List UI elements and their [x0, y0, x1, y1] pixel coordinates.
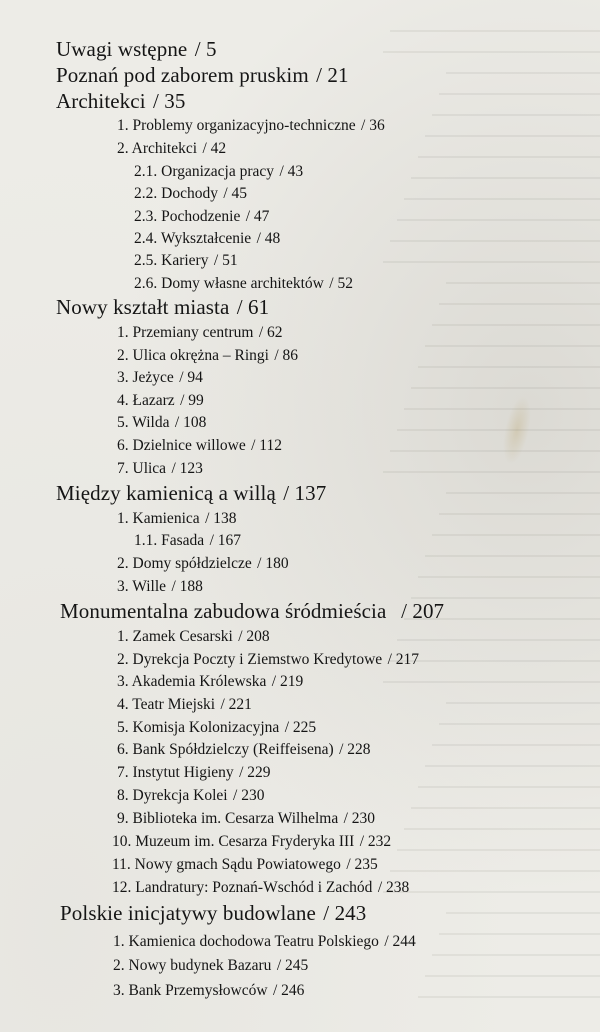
toc-subsection — [134, 164, 303, 180]
toc-entry-page: / 108 — [174, 414, 207, 431]
toc-subsection — [134, 209, 269, 225]
toc-chapter-nowy-ksztalt-miasta — [56, 297, 269, 318]
toc-entry-title: 7. Instytut Higieny — [117, 764, 234, 781]
toc-entry-title: 7. Ulica — [117, 460, 167, 477]
toc-entry-title: 2.2. Dochody — [134, 185, 218, 202]
toc-entry-page: / 232 — [359, 833, 392, 850]
toc-entry-title: 3. Wille — [117, 578, 167, 595]
toc-entry-title: 2. Ulica okrężna – Ringi — [117, 347, 269, 364]
toc-entry-title: 3. Akademia Królewska — [117, 673, 267, 690]
toc-entry-title: 5. Komisja Kolonizacyjna — [117, 719, 280, 736]
toc-section — [117, 438, 282, 454]
toc-chapter-architekci — [56, 91, 185, 112]
toc-entry-page: / 207 — [401, 599, 445, 623]
toc-subsection — [134, 231, 280, 247]
toc-section — [117, 788, 264, 804]
toc-chapter-polskie-inicjatywy — [60, 903, 366, 924]
toc-entry-title: 8. Dyrekcja Kolei — [117, 787, 228, 804]
toc-section — [117, 674, 303, 690]
toc-section — [117, 811, 375, 827]
toc-entry-title: Architekci — [56, 89, 146, 113]
toc-entry-page: / 21 — [316, 63, 349, 87]
toc-entry-title: 2.1. Organizacja pracy — [134, 163, 275, 180]
toc-entry-page: / 228 — [339, 741, 371, 758]
toc-entry-page: / 238 — [377, 879, 410, 896]
toc-entry-page: / 188 — [171, 578, 203, 595]
toc-entry-title: 2.5. Kariery — [134, 252, 209, 269]
toc-chapter-uwagi-wstepne — [56, 39, 217, 60]
toc-section — [117, 370, 203, 386]
toc-entry-title: 2. Nowy budynek Bazaru — [113, 957, 272, 974]
toc-entry-title: 3. Bank Przemysłowców — [113, 982, 268, 999]
toc-section — [117, 629, 270, 645]
toc-entry-title: 1. Przemiany centrum — [117, 324, 254, 341]
toc-entry-title: 2.6. Domy własne architektów — [134, 275, 324, 292]
toc-entry-page: / 45 — [223, 185, 248, 202]
toc-section — [113, 983, 304, 999]
toc-entry-title: Polskie inicjatywy budowlane — [60, 901, 316, 925]
toc-section — [117, 325, 283, 341]
toc-entry-title: 12. Landratury: Poznań-Wschód i Zachód — [112, 879, 373, 896]
toc-entry-title: Między kamienicą a willą — [56, 481, 276, 505]
toc-section — [117, 393, 204, 409]
toc-entry-title: 6. Bank Spółdzielczy (Reiffeisena) — [117, 741, 334, 758]
toc-entry-title: 1. Kamienica — [117, 510, 200, 527]
toc-section — [113, 934, 416, 950]
toc-entry-page: / 167 — [209, 532, 242, 549]
toc-entry-title: 4. Łazarz — [117, 392, 175, 409]
toc-entry-page: / 42 — [202, 140, 227, 157]
toc-entry-page: / 235 — [346, 856, 378, 873]
toc-entry-page: / 61 — [236, 295, 270, 319]
toc-entry-page: / 138 — [205, 510, 237, 527]
toc-entry-title: Poznań pod zaborem pruskim — [56, 63, 309, 87]
toc-entry-page: / 52 — [329, 275, 353, 292]
toc-section — [117, 652, 419, 668]
toc-entry-page: / 123 — [171, 460, 203, 477]
toc-entry-page: / 51 — [213, 252, 238, 269]
toc-entry-page: / 217 — [387, 651, 420, 668]
toc-entry-title: Uwagi wstępne — [56, 37, 188, 61]
toc-section — [117, 697, 252, 713]
toc-entry-page: / 5 — [194, 37, 217, 61]
toc-section — [117, 118, 385, 134]
toc-section — [112, 857, 378, 873]
toc-entry-page: / 208 — [238, 628, 270, 645]
toc-subsection — [134, 276, 353, 292]
toc-entry-page: / 245 — [276, 957, 309, 974]
toc-entry-title: 1. Kamienica dochodowa Teatru Polskiego — [113, 933, 379, 950]
toc-section — [112, 834, 391, 850]
toc-section — [117, 461, 203, 477]
toc-section — [113, 958, 308, 974]
toc-entry-page: / 43 — [279, 163, 304, 180]
toc-entry-page: / 94 — [179, 369, 203, 386]
toc-entry-title: 2. Dyrekcja Poczty i Ziemstwo Kredytowe — [117, 651, 383, 668]
toc-section — [112, 880, 409, 896]
toc-subsection — [134, 533, 241, 549]
toc-entry-page: / 230 — [233, 787, 265, 804]
toc-entry-page: / 36 — [361, 117, 385, 134]
toc-entry-page: / 35 — [152, 89, 186, 113]
toc-entry-page: / 180 — [257, 555, 289, 572]
toc-entry-page: / 47 — [245, 208, 270, 225]
toc-chapter-poznan-pod-zaborem — [56, 65, 349, 86]
toc-entry-page: / 62 — [258, 324, 283, 341]
toc-chapter-miedzy-kamienica — [56, 483, 326, 504]
toc-entry-title: 11. Nowy gmach Sądu Powiatowego — [112, 856, 341, 873]
toc-section — [117, 579, 203, 595]
toc-entry-page: / 229 — [239, 764, 271, 781]
toc-entry-page: / 225 — [284, 719, 317, 736]
toc-entry-title: 2.4. Wykształcenie — [134, 230, 252, 247]
toc-entry-title: 2.3. Pochodzenie — [134, 208, 241, 225]
toc-section — [117, 556, 289, 572]
toc-entry-page: / 99 — [180, 392, 204, 409]
toc-entry-title: 1.1. Fasada — [134, 532, 205, 549]
toc-entry-title: 3. Jeżyce — [117, 369, 174, 386]
toc-entry-page: / 244 — [384, 933, 416, 950]
toc-entry-page: / 221 — [220, 696, 252, 713]
toc-entry-page: / 230 — [343, 810, 376, 827]
toc-entry-page: / 48 — [256, 230, 281, 247]
toc-section — [117, 742, 371, 758]
toc-entry-page: / 246 — [272, 982, 305, 999]
toc-entry-title: 5. Wilda — [117, 414, 170, 431]
toc-section — [117, 141, 226, 157]
toc-entry-page: / 86 — [274, 347, 299, 364]
toc-entry-title: 6. Dzielnice willowe — [117, 437, 246, 454]
toc-entry-page: / 112 — [251, 437, 282, 454]
toc-entry-title: Nowy kształt miasta — [56, 295, 230, 319]
toc-entry-title: 2. Architekci — [117, 140, 198, 157]
toc-section — [117, 511, 237, 527]
toc-entry-page: / 219 — [271, 673, 304, 690]
toc-chapter-monumentalna-zabudowa — [60, 601, 444, 622]
toc-entry-title: 1. Problemy organizacyjno-techniczne — [117, 117, 356, 134]
toc-section — [117, 765, 271, 781]
toc-entry-title: 9. Biblioteka im. Cesarza Wilhelma — [117, 810, 339, 827]
toc-entry-page: / 243 — [323, 901, 367, 925]
toc-section — [117, 348, 298, 364]
toc-entry-title: 4. Teatr Miejski — [117, 696, 216, 713]
toc-entry-page: / 137 — [283, 481, 327, 505]
toc-subsection — [134, 186, 247, 202]
toc-entry-title: Monumentalna zabudowa śródmieścia — [60, 599, 387, 623]
toc-entry-title: 10. Muzeum im. Cesarza Fryderyka III — [112, 833, 355, 850]
toc-entry-title: 1. Zamek Cesarski — [117, 628, 233, 645]
toc-entry-title: 2. Domy spółdzielcze — [117, 555, 252, 572]
toc-subsection — [134, 253, 238, 269]
toc-section — [117, 415, 206, 431]
toc-section — [117, 720, 316, 736]
